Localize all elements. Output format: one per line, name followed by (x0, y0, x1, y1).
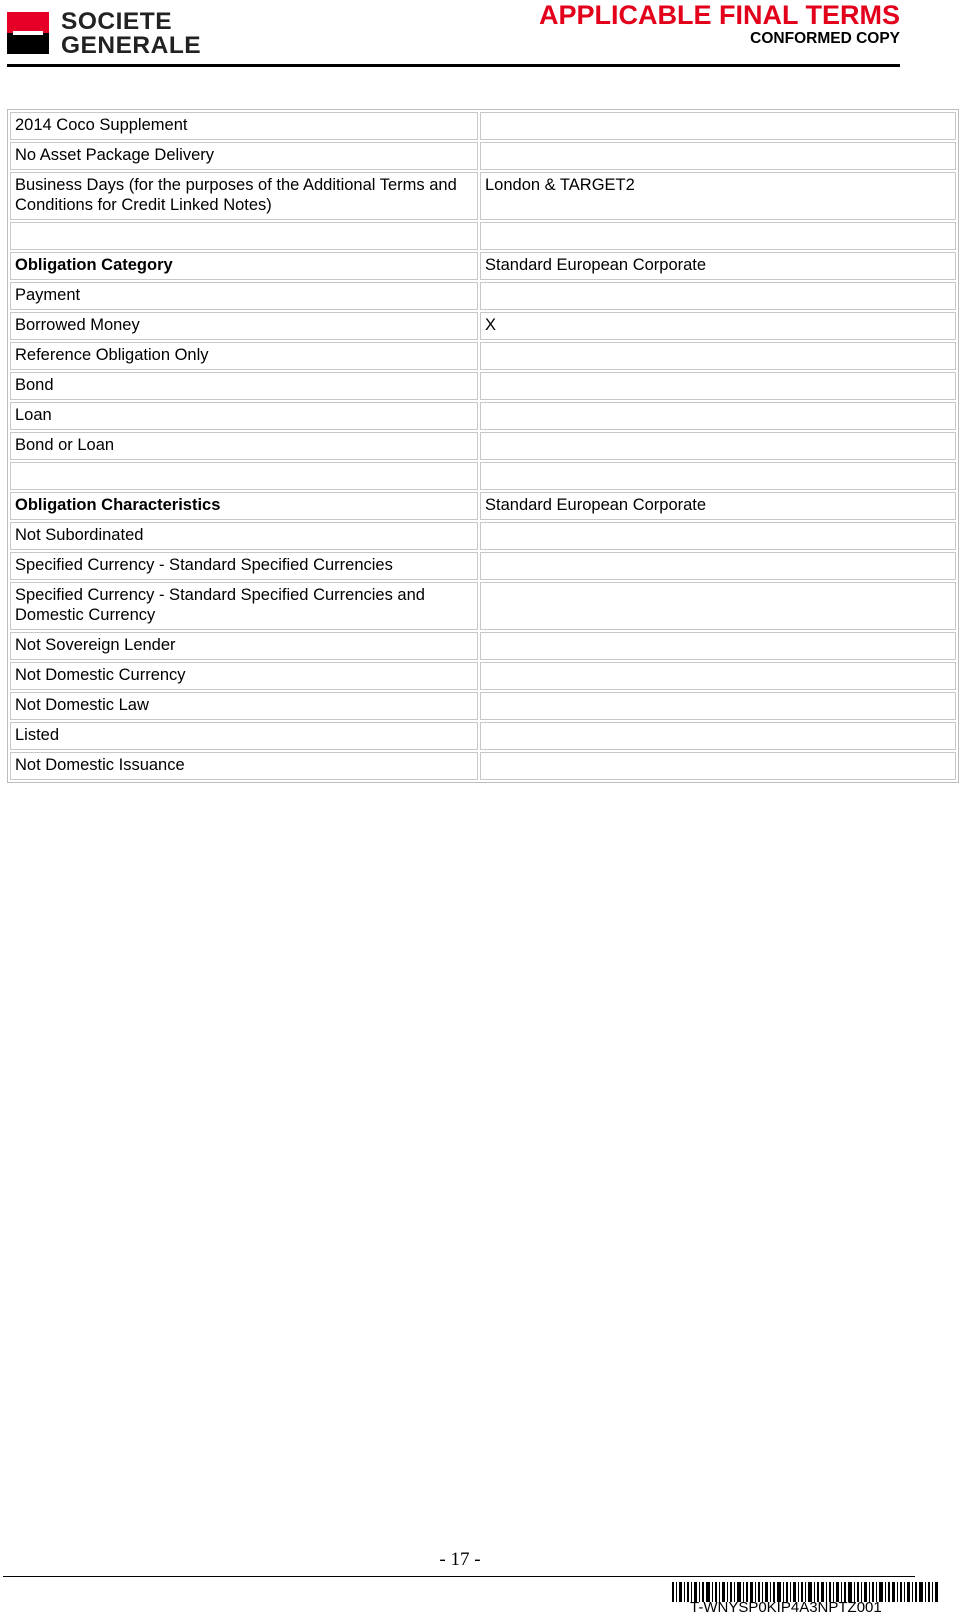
row-label (10, 222, 478, 250)
row-label (10, 462, 478, 490)
table-row (10, 752, 956, 780)
row-value (480, 722, 956, 750)
row-label: Reference Obligation Only (10, 342, 478, 370)
row-value (480, 112, 956, 140)
table-row (10, 342, 956, 370)
document-subtitle: CONFORMED COPY (750, 30, 900, 47)
row-label: Not Domestic Law (10, 692, 478, 720)
row-value: Standard European Corporate (480, 252, 956, 280)
row-label: Borrowed Money (10, 312, 478, 340)
header-divider (7, 64, 900, 67)
table-row (10, 462, 956, 490)
row-value (480, 342, 956, 370)
societe-generale-logo (7, 8, 237, 59)
table-row (10, 582, 956, 630)
page-number: - 17 - (439, 1549, 481, 1570)
terms-table (7, 109, 959, 783)
row-value (480, 222, 956, 250)
table-row (10, 252, 956, 280)
row-value (480, 552, 956, 580)
table-row (10, 402, 956, 430)
row-value: London & TARGET2 (480, 172, 956, 220)
row-value: Standard European Corporate (480, 492, 956, 520)
document-title: APPLICABLE FINAL TERMS (538, 0, 900, 30)
table-row (10, 662, 956, 690)
table-row (10, 432, 956, 460)
row-label: Not Domestic Currency (10, 662, 478, 690)
document-header (539, 0, 900, 48)
row-value (480, 582, 956, 630)
row-value (480, 692, 956, 720)
row-value (480, 432, 956, 460)
table-row (10, 552, 956, 580)
row-label: Loan (10, 402, 478, 430)
row-value (480, 282, 956, 310)
section-heading: Obligation Characteristics (10, 492, 478, 520)
table-row (10, 372, 956, 400)
row-label: Listed (10, 722, 478, 750)
section-heading: Obligation Category (10, 252, 478, 280)
table-row (10, 312, 956, 340)
row-value (480, 752, 956, 780)
table-row (10, 222, 956, 250)
row-value (480, 632, 956, 660)
row-label: No Asset Package Delivery (10, 142, 478, 170)
row-label: Bond or Loan (10, 432, 478, 460)
row-label: Not Subordinated (10, 522, 478, 550)
row-label: 2014 Coco Supplement (10, 112, 478, 140)
row-label: Not Sovereign Lender (10, 632, 478, 660)
row-label: Bond (10, 372, 478, 400)
row-value: X (480, 312, 956, 340)
row-value (480, 522, 956, 550)
table-row (10, 632, 956, 660)
row-label: Business Days (for the purposes of the Additional Terms and Conditions for Credit Linked Notes) (10, 172, 478, 220)
table-row (10, 142, 956, 170)
footer-divider (3, 1576, 915, 1577)
table-row (10, 522, 956, 550)
row-value (480, 142, 956, 170)
row-label: Specified Currency - Standard Specified Currencies and Domestic Currency (10, 582, 478, 630)
row-value (480, 402, 956, 430)
row-label: Not Domestic Issuance (10, 752, 478, 780)
row-value (480, 372, 956, 400)
table-row (10, 282, 956, 310)
logo-mark-icon (7, 12, 49, 54)
barcode-text: T-WNYSP0KIP4A3NPTZ001 (690, 1599, 882, 1616)
row-label: Payment (10, 282, 478, 310)
row-value (480, 662, 956, 690)
table-row (10, 172, 956, 220)
table-row (10, 492, 956, 520)
table-row (10, 112, 956, 140)
table-row (10, 722, 956, 750)
table-row (10, 692, 956, 720)
logo-text: SOCIETE GENERALE (61, 8, 202, 59)
row-value (480, 462, 956, 490)
row-label: Specified Currency - Standard Specified Currencies (10, 552, 478, 580)
